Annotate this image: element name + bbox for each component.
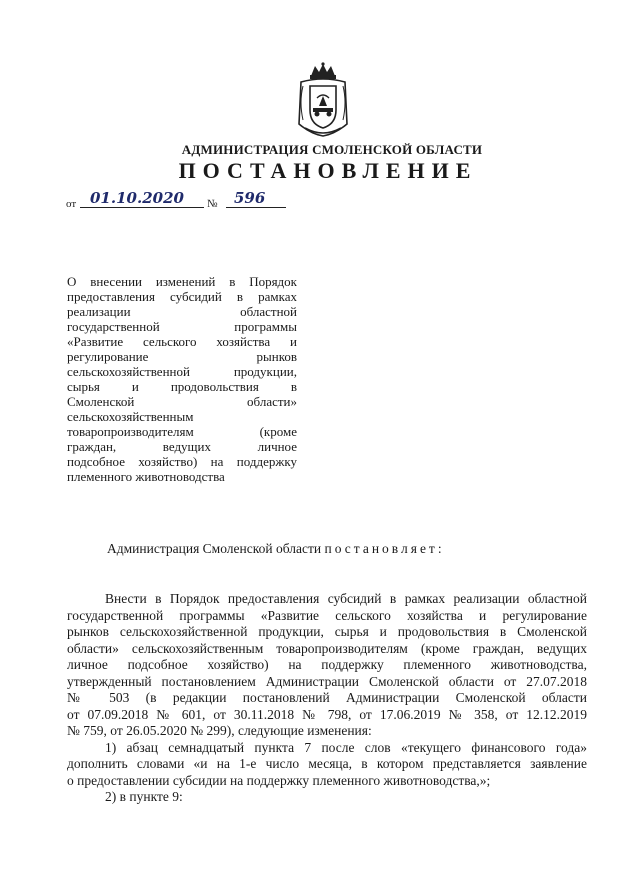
subject-line: Смоленской области»	[67, 394, 297, 409]
coat-of-arms-emblem	[295, 62, 351, 140]
body-line: от 07.09.2018 № 601, от 30.11.2018 № 798, от 17.06.2019 № 358, от 12.12.2019	[67, 706, 587, 722]
subject-line: товаропроизводителям (кроме	[67, 424, 297, 439]
body-line: о предоставлении субсидии на поддержку племенного животноводства,»;	[67, 772, 491, 788]
preamble	[107, 541, 445, 557]
subject-line: подсобное хозяйство) на поддержку	[67, 454, 297, 469]
body-line: 2) в пункте 9:	[105, 789, 183, 804]
preamble-resolves: постановляет:	[324, 541, 445, 556]
subject-line: реализации областной	[67, 304, 297, 319]
subject-line: племенного животноводства	[67, 469, 225, 484]
handwritten-number: 596	[234, 189, 266, 207]
number-field	[226, 190, 286, 208]
body-line: области» сельскохозяйственным товаропроизводителям (кроме граждан, ведущих	[67, 640, 587, 656]
body-line: дополнить словами «и на 1-е число месяца, в котором представляется заявление	[67, 756, 587, 771]
date-field	[80, 190, 204, 208]
subject-block	[67, 274, 297, 484]
subject-line: О внесении изменений в Порядок	[67, 274, 297, 289]
number-label: №	[207, 198, 218, 210]
subject-line: государственной программы	[67, 319, 297, 334]
subject-line: сырья и продовольствия в	[67, 379, 297, 394]
body-line: личное подсобное хозяйство) на поддержку племенного животноводства,	[67, 657, 587, 672]
body-line: рынков сельскохозяйственной продукции, сырья и продовольствия в Смоленской	[67, 624, 587, 639]
body-line: утвержденный постановлением Администрации Смоленской области от 27.07.2018	[67, 673, 587, 689]
body-text	[67, 591, 587, 806]
subject-line: предоставления субсидий в рамках	[67, 289, 297, 304]
organization-heading: АДМИНИСТРАЦИЯ СМОЛЕНСКОЙ ОБЛАСТИ	[181, 142, 483, 157]
body-line: государственной программы «Развитие сельского хозяйства и регулирование	[67, 607, 587, 623]
subject-line: сельскохозяйственной продукции,	[67, 364, 297, 379]
body-line: Внести в Порядок предоставления субсидий в рамках реализации областной	[105, 591, 587, 606]
preamble-text: Администрация Смоленской области	[107, 541, 322, 556]
body-line: № 503 (в редакции постановлений Администрации Смоленской области	[67, 690, 587, 705]
subject-line: сельскохозяйственным	[67, 409, 194, 424]
subject-line: регулирование рынков	[67, 349, 297, 364]
body-line: № 759, от 26.05.2020 № 299), следующие изменения:	[67, 723, 372, 738]
subject-line: граждан, ведущих личное	[67, 439, 297, 454]
subject-line: «Развитие сельского хозяйства и	[67, 334, 297, 349]
document-type-title: ПОСТАНОВЛЕНИЕ	[178, 158, 478, 183]
handwritten-date: 01.10.2020	[90, 189, 184, 207]
body-line: 1) абзац семнадцатый пункта 7 после слов «текущего финансового года»	[105, 739, 587, 755]
date-label: от	[66, 198, 77, 210]
